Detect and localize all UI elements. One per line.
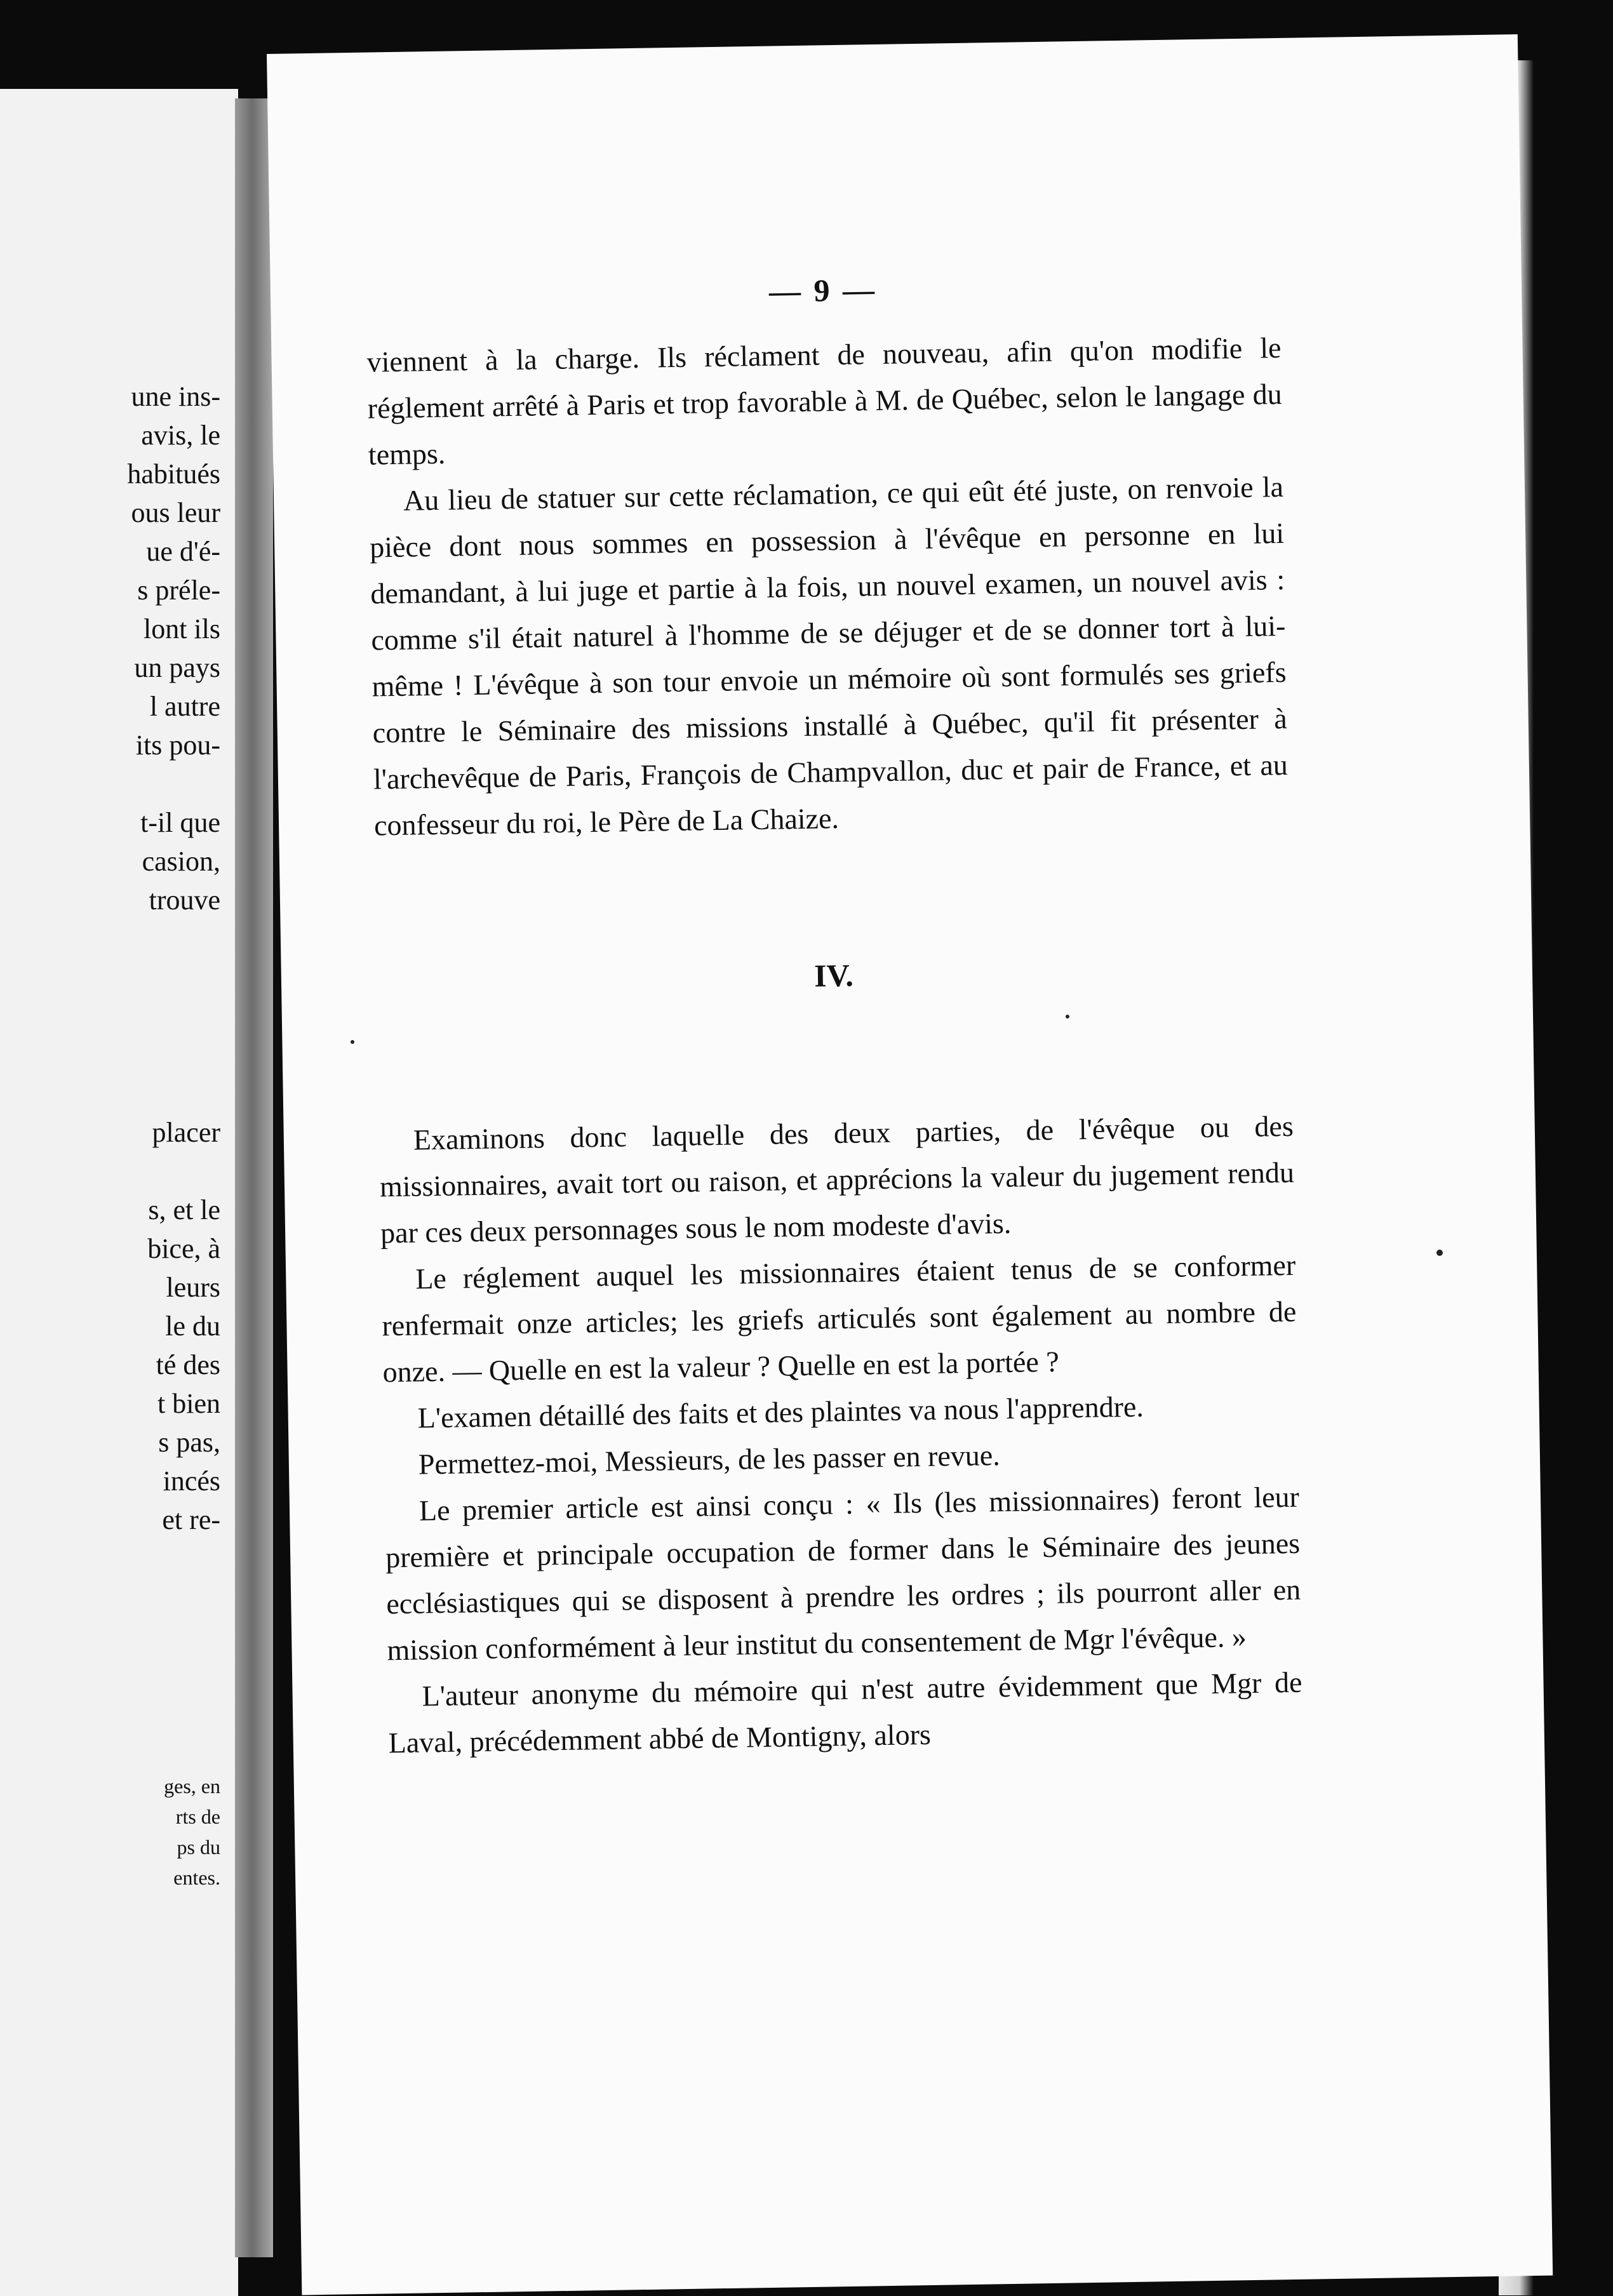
left-page-line: té des <box>156 1349 220 1380</box>
section-heading: IV. <box>813 957 854 994</box>
left-page-line: un pays <box>134 652 220 683</box>
left-page-footnote-line: ps du <box>177 1836 220 1859</box>
left-page-line: s, et le <box>148 1194 220 1225</box>
page-text <box>365 260 1303 1766</box>
left-page-line: habitués <box>127 458 220 490</box>
left-page-footnote-line: entes. <box>173 1866 220 1889</box>
paragraph: Le premier article est ainsi conçu : « Ils (les missionnaires) feront leur première et principale occupation de former dans le Séminaire des jeunes ecclésiastiques qui se disposent à prendre les ordres ; ils pourront aller en mission conformément à leur institut du consentement de Mgr l'évêque. » <box>385 1480 1301 1667</box>
page-number: — 9 — <box>768 271 878 309</box>
paragraph: viennent à la charge. Ils réclament de nouveau, afin qu'on modifie le réglement arrêté à Paris et trop favorable à M. de Québec, selon le langage du temps. <box>366 331 1283 471</box>
left-page-line: ue d'é- <box>146 536 220 567</box>
paragraph: L'auteur anonyme du mémoire qui n'est autre évidemment que Mgr de Laval, précédemment abbé de Montigny, alors <box>388 1665 1302 1759</box>
paper-speck <box>1066 1015 1069 1018</box>
left-page-line: l autre <box>149 691 220 722</box>
left-page-line: incés <box>163 1465 220 1497</box>
left-page-line: lont ils <box>143 613 220 644</box>
left-page-footnote-line: ges, en <box>164 1775 220 1798</box>
paragraph: Permettez-moi, Messieurs, de les passer en revue. <box>418 1439 1001 1481</box>
right-page <box>267 34 1553 2295</box>
paper-speck <box>1436 1250 1443 1256</box>
paragraph: Examinons donc laquelle des deux parties, de l'évêque ou des missionnaires, avait tort ou raison, et apprécions la valeur du jugement rendu par ces deux personnages sous le nom modeste d'avis. <box>379 1109 1295 1250</box>
left-page-line: t bien <box>157 1388 220 1419</box>
paper-speck <box>351 1040 354 1044</box>
left-page-line: leurs <box>166 1272 220 1303</box>
paragraph: Au lieu de statuer sur cette réclamation, ce qui eût été juste, on renvoie la pièce dont nous sommes en possession à l'évêque en personne en lui demandant, à lui juge et partie à la fois, un nouvel examen, un nouvel avis : comme s'il était naturel à l'homme de se déjuger et de se donner tort à lui-même ! L'évêque à son tour envoie un mémoire où sont formulés ses griefs contre le Séminaire des missions installé à Québec, qu'il fit présenter à l'archevêque de Paris, François de Champvallon, duc et pair de France, et au confesseur du roi, le Père de La Chaize. <box>369 470 1288 842</box>
paragraphs-before-section <box>366 324 1288 849</box>
left-page-footnote-line: rts de <box>175 1805 220 1828</box>
left-page-line: et re- <box>162 1504 220 1535</box>
left-page-line: une ins- <box>131 381 220 412</box>
left-page-line: s pas, <box>158 1427 220 1458</box>
left-page-line: t-il que <box>140 807 220 838</box>
paragraph: Le réglement auquel les missionnaires étaient tenus de se conformer renfermait onze articles; les griefs articulés sont également au nombre de onze. — Quelle en est la valeur ? Quelle en est la portée ? <box>382 1248 1297 1389</box>
left-page-line: bice, à <box>147 1233 220 1264</box>
left-page-line: ous leur <box>131 497 220 528</box>
paragraph: L'examen détaillé des faits et des plaintes va nous l'apprendre. <box>417 1390 1144 1434</box>
left-page-line: le du <box>165 1311 220 1342</box>
left-page-line: casion, <box>142 846 220 877</box>
left-page-line: placer <box>152 1117 220 1148</box>
left-facing-page <box>0 89 238 2296</box>
left-page-line: s préle- <box>137 575 220 606</box>
paragraphs-after-section <box>378 1103 1303 1766</box>
book-gutter <box>235 98 273 2257</box>
left-page-line: its pou- <box>135 730 220 761</box>
left-page-line: trouve <box>149 884 220 916</box>
left-page-line: avis, le <box>141 420 220 451</box>
